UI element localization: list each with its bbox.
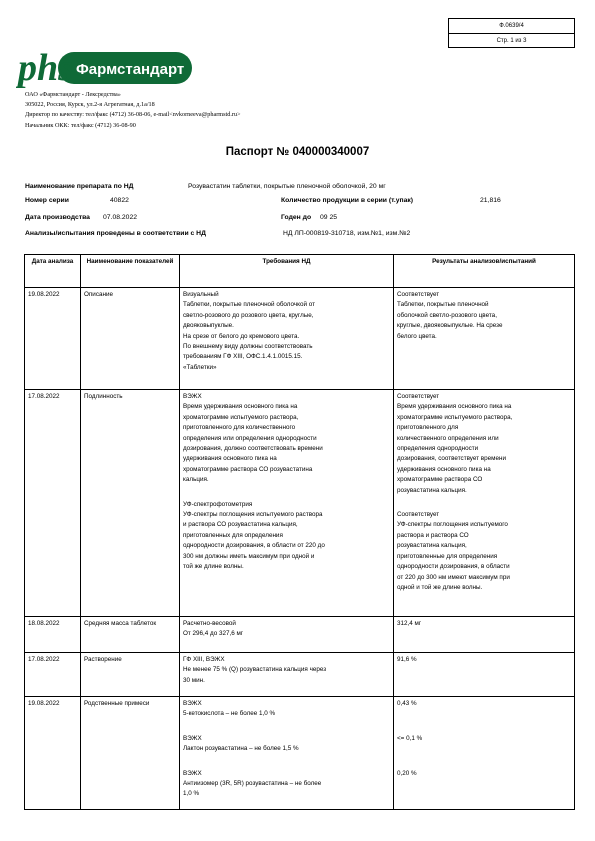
organization-info	[25, 90, 241, 131]
requirement-line: Антиизомер (3R, 5R) розувастатина – не более	[183, 780, 322, 788]
form-code: Ф.0639/4	[449, 19, 574, 34]
requirement-line: ВЭЖХ	[183, 393, 202, 400]
requirement-line: Лактон розувастатина – не более 1,5 %	[183, 745, 299, 753]
requirement-line: 1,0 %	[183, 790, 200, 798]
requirement-line: и раствора СО розувастатина кальция,	[183, 521, 298, 529]
requirement-line: приготовленных для определения	[183, 531, 283, 539]
requirement-line: той же длине волны.	[183, 563, 244, 571]
results-cell	[394, 288, 575, 390]
requirement-line: УФ-спектрофотометрия	[183, 500, 253, 508]
indicator-name-cell: Средняя масса таблеток	[81, 617, 180, 653]
table-row	[25, 288, 575, 390]
result-line: круглые, двояковыпуклые. На срезе	[397, 322, 503, 330]
requirement-line: удерживания основного пика на	[183, 455, 277, 463]
analysis-date-cell: 19.08.2022	[25, 288, 81, 390]
org-line: Начальник ОКК: тел/факс (4712) 36-08-90	[25, 121, 136, 129]
result-line: удерживания основного пика на	[397, 465, 491, 473]
result-line: хроматограмме испытуемого раствора,	[397, 413, 513, 421]
result-line	[397, 758, 571, 768]
result-line: УФ-спектры поглощения испытуемого	[397, 521, 508, 529]
result-line: определения однородности	[397, 445, 479, 453]
production-date-value: 07.08.2022	[103, 214, 138, 221]
results-cell	[394, 617, 575, 653]
result-line: приготовленного для	[397, 424, 459, 432]
requirement-line: кальция.	[183, 476, 209, 484]
result-line: 0,43 %	[397, 700, 417, 707]
table-header-row	[25, 255, 575, 288]
requirement-line: Расчетно-весовой	[183, 620, 236, 627]
result-line: Соответствует	[397, 511, 440, 519]
result-line: розувастатина кальция.	[397, 486, 467, 494]
result-line: розувастатина кальция,	[397, 542, 467, 550]
result-line: дозирования, соответствует времени	[397, 455, 506, 463]
result-line: приготовленные для определения	[397, 552, 498, 560]
requirement-line: приготовленного для количественного	[183, 424, 296, 432]
org-line: 305022, Россия, Курск, ул.2-я Агрегатная, д.1а/18	[25, 101, 155, 109]
result-line: 312,4 мг	[397, 620, 422, 627]
svg-text:Фармстандарт: Фармстандарт	[76, 61, 185, 78]
requirement-line: ВЭЖХ	[183, 700, 202, 707]
analysis-date-cell: 18.08.2022	[25, 617, 81, 653]
requirement-line: ВЭЖХ	[183, 734, 202, 742]
result-line: белого цвета.	[397, 332, 437, 340]
requirement-line: На срезе от белого до кремового цвета.	[183, 332, 300, 340]
drug-label: Наименование препарата по НД	[25, 183, 134, 190]
indicator-name-cell: Растворение	[81, 653, 180, 697]
requirement-line: От 296,4 до 327,6 мг	[183, 630, 244, 638]
indicator-name-cell: Описание	[81, 288, 180, 390]
table-row	[25, 653, 575, 697]
analysis-date-cell: 19.08.2022	[25, 697, 81, 810]
requirement-line: Визуальный	[183, 291, 219, 298]
result-line: Соответствует	[397, 393, 440, 400]
requirement-line: дозирования, должно соответствовать времени	[183, 445, 323, 453]
requirements-cell	[180, 288, 394, 390]
result-line: Соответствует	[397, 291, 440, 298]
table-row	[25, 390, 575, 617]
results-cell	[394, 653, 575, 697]
quantity-label: Количество продукции в серии (т.упак)	[281, 197, 414, 204]
requirement-line: хроматограмме испытуемого раствора,	[183, 413, 299, 421]
result-line: 91,6 %	[397, 656, 417, 663]
table-row	[25, 617, 575, 653]
svg-text:phs: phs	[18, 47, 73, 89]
indicator-name-cell: Подлинность	[81, 390, 180, 617]
requirement-line: ГФ XIII, ВЭЖХ	[183, 656, 225, 663]
column-header-name: Наименование показателей	[81, 255, 180, 288]
result-line	[397, 723, 571, 733]
valid-until-value: 09 25	[320, 214, 338, 221]
requirement-line: Таблетки, покрытые пленочной оболочкой от	[183, 301, 316, 309]
results-cell	[394, 390, 575, 617]
result-line: количественного определения или	[397, 434, 499, 442]
valid-until-label: Годен до	[281, 214, 312, 221]
table-row	[25, 697, 575, 810]
result-line: Таблетки, покрытые пленочной	[397, 301, 489, 309]
result-line: <= 0,1 %	[397, 734, 423, 742]
analysis-table	[24, 254, 575, 810]
analysis-standard-value: НД ЛП-000819-310718, изм.№1, изм.№2	[283, 230, 411, 237]
requirements-cell	[180, 653, 394, 697]
series-value: 40822	[110, 197, 129, 204]
analysis-date-cell: 17.08.2022	[25, 653, 81, 697]
result-line: хроматограмме раствора СО	[397, 476, 483, 484]
requirement-line: светло-розового до розового цвета, круглые,	[183, 311, 314, 319]
result-line: раствора и раствора СО	[397, 531, 469, 539]
requirement-line: 30 мин.	[183, 676, 205, 684]
result-line: однородности дозирования, в области	[397, 563, 510, 571]
requirement-line: 5-кетокислота – не более 1,0 %	[183, 710, 276, 718]
analysis-standard-label: Анализы/испытания проведены в соответствии с НД	[25, 230, 206, 237]
requirement-line: УФ-спектры поглощения испытуемого раствора	[183, 511, 323, 519]
requirements-cell	[180, 617, 394, 653]
requirement-line: Не менее 75 % (Q) розувастатина кальция через	[183, 666, 327, 674]
result-line: Время удерживания основного пика на	[397, 403, 512, 411]
org-line: ОАО «Фармстандарт - Лексредства»	[25, 91, 121, 98]
requirement-line: определения или определения однородности	[183, 434, 317, 442]
requirements-cell	[180, 390, 394, 617]
column-header-results: Результаты анализов/испытаний	[394, 255, 575, 288]
requirement-line: двояковыпуклые.	[183, 322, 234, 330]
requirement-line: Время удерживания основного пика на	[183, 403, 298, 411]
passport-title: Паспорт № 040000340007	[225, 146, 370, 158]
result-line: 0,20 %	[397, 769, 417, 777]
document-code-box	[448, 18, 575, 48]
requirements-cell	[180, 697, 394, 810]
org-line: Директор по качеству: тел/факс (4712) 36-08-06, e-mail<nvkorneeva@pharmstd.ru>	[25, 111, 241, 119]
series-label: Номер серии	[25, 197, 69, 204]
column-header-date: Дата анализа	[25, 255, 81, 288]
column-header-requirements: Требования НД	[180, 255, 394, 288]
requirement-line: однородности дозирования, в области от 220 до	[183, 542, 325, 550]
result-line: одной и той же длине волны.	[397, 583, 483, 591]
page-number: Стр. 1 из 3	[496, 38, 527, 44]
quantity-value: 21,816	[480, 197, 501, 204]
requirement-line: хроматограмме раствора СО розувастатина	[183, 465, 313, 473]
pharmstandard-logo	[16, 46, 194, 90]
requirement-line: требованиям ГФ XIII, ОФС.1.4.1.0015.15.	[183, 353, 303, 361]
analysis-date-cell: 17.08.2022	[25, 390, 81, 617]
result-line: оболочкой светло-розового цвета,	[397, 311, 497, 319]
requirement-line: ВЭЖХ	[183, 769, 202, 777]
drug-value: Розувастатин таблетки, покрытые пленочной оболочкой, 20 мг	[188, 183, 386, 190]
indicator-name-cell: Родственные примеси	[81, 697, 180, 810]
results-cell	[394, 697, 575, 810]
production-date-label: Дата производства	[25, 214, 90, 221]
requirement-line: По внешнему виду должны соответствовать	[183, 343, 313, 351]
result-line: от 220 до 300 нм имеют максимум при	[397, 573, 510, 581]
requirement-line: 300 нм должны иметь максимум при одной и	[183, 552, 315, 560]
requirement-line: «Таблетки»	[183, 363, 217, 371]
